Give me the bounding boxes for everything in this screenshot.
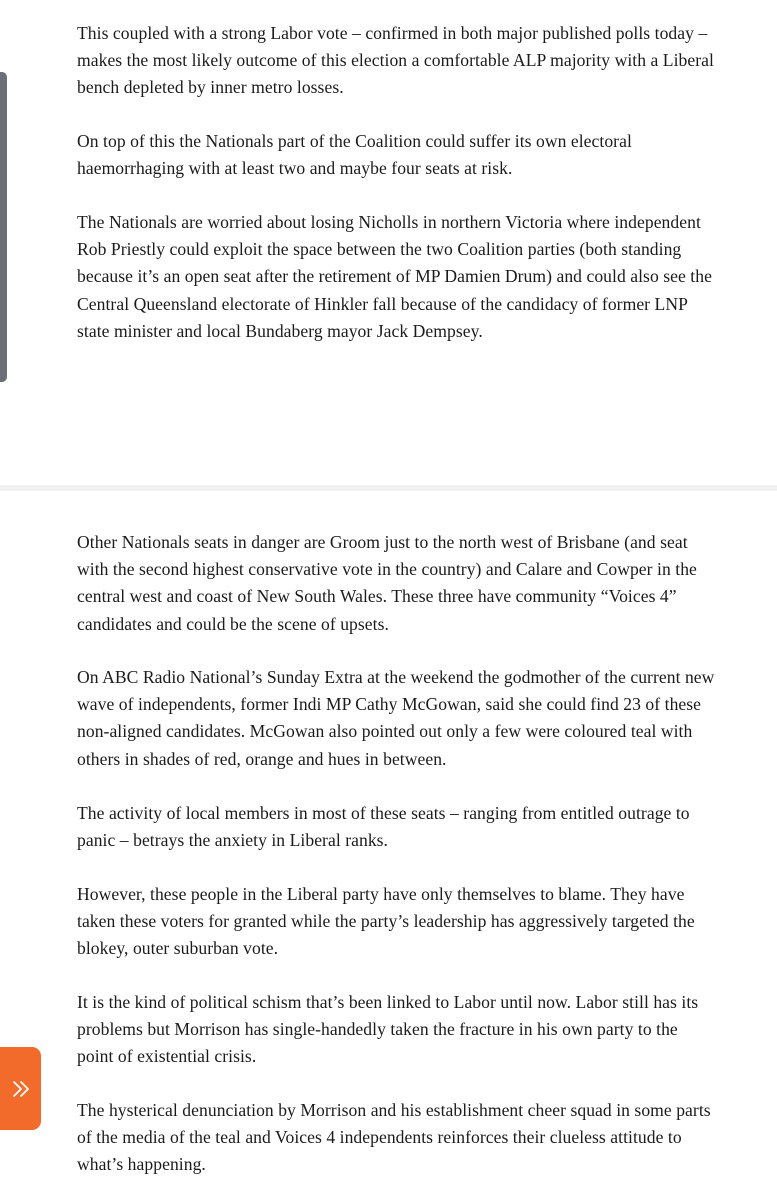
article-paragraph: On ABC Radio National’s Sunday Extra at the weekend the godmother of the current new wave of independents, former Indi MP Cathy McGowan, said she could find 23 of these non-aligned candidates. McGowan also pointed out only a few were coloured teal with others in shades of red, orange and hues in between. [77,667,715,769]
article-paragraph: The hysterical denunciation by Morrison and his establishment cheer squad in some parts of the media of the teal and Voices 4 independents reinforces their clueless attitude to what’s happening. [77,1100,711,1175]
scrollbar[interactable] [0,72,7,382]
article-paragraph: The activity of local members in most of these seats – ranging from entitled outrage to panic – betrays the anxiety in Liberal ranks. [77,803,690,851]
article-section-top [0,0,777,485]
article-paragraph: Other Nationals seats in danger are Groom just to the north west of Brisbane (and seat with the second highest conservative vote in the country) and Calare and Cowper in the central west and coast of New South Wales. These three have community “Voices 4” candidates and could be the scene of upsets. [77,532,697,634]
double-chevron-right-icon [11,1080,31,1098]
article-paragraph: The Nationals are worried about losing Nicholls in northern Victoria where independent Rob Priestly could exploit the space between the two Coalition parties (both standing because it’s an open seat after the retirement of MP Damien Drum) and could also see the Central Queensland electorate of Hinkler fall because of the candidacy of former LNP state minister and local Bundaberg mayor Jack Dempsey. [77,212,712,341]
article-paragraph: However, these people in the Liberal party have only themselves to blame. They have taken these voters for granted while the party’s leadership has aggressively targeted the blokey, outer suburban vote. [77,884,695,959]
article-paragraph: It is the kind of political schism that’s been linked to Labor until now. Labor still has its problems but Morrison has single-handedly taken the fracture in his own party to the point of existential crisis. [77,992,699,1067]
expand-sidebar-button[interactable] [0,1047,41,1130]
article-paragraph: On top of this the Nationals part of the Coalition could suffer its own electoral haemorrhaging with at least two and maybe four seats at risk. [77,131,632,179]
article-section-bottom [0,491,777,1200]
article-paragraph: This coupled with a strong Labor vote – confirmed in both major published polls today – makes the most likely outcome of this election a comfortable ALP majority with a Liberal bench depleted by inner metro losses. [77,23,714,98]
